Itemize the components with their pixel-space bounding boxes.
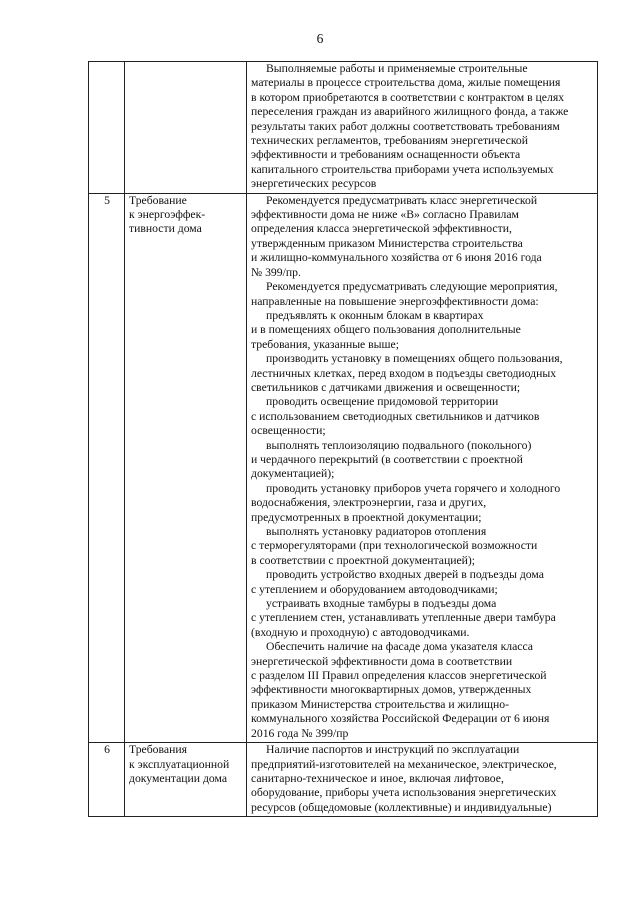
text-line: требования, указанные выше; bbox=[251, 337, 399, 351]
text-line: производить установку в помещениях общего пользования, bbox=[266, 352, 563, 366]
text-line: выполнять установку радиаторов отопления bbox=[266, 525, 487, 538]
text-line: проводить устройство входных дверей в подъезды дома bbox=[266, 568, 544, 582]
text-line: эффективности многоквартирных домов, утвержденных bbox=[251, 683, 532, 697]
text-line: в соответствии с проектной документацией); bbox=[251, 553, 476, 567]
text-line: предприятий-изготовителей на механическое, электрическое, bbox=[251, 757, 557, 771]
row-number-cell bbox=[89, 62, 125, 194]
requirement-name-line: Требование bbox=[129, 193, 187, 207]
requirement-name-line: к эксплуатационной bbox=[129, 757, 230, 771]
table-row bbox=[89, 743, 598, 817]
requirement-text-cell bbox=[247, 62, 598, 194]
text-line: Обеспечить наличие на фасаде дома указателя класса bbox=[266, 640, 533, 654]
text-line: 2016 года № 399/пр bbox=[251, 726, 349, 740]
text-line: с утеплением и оборудованием автодоводчиками; bbox=[251, 582, 498, 596]
text-line: Рекомендуется предусматривать класс энергетической bbox=[266, 193, 538, 207]
row-number-cell: 5 bbox=[89, 193, 125, 742]
text-line: проводить установку приборов учета горячего и холодного bbox=[266, 481, 561, 495]
requirements-table bbox=[88, 61, 598, 817]
text-line: и жилищно-коммунального хозяйства от 6 июня 2016 года bbox=[251, 251, 542, 265]
text-line: Рекомендуется предусматривать следующие мероприятия, bbox=[266, 280, 558, 294]
text-line: переселения граждан из аварийного жилищного фонда, а также bbox=[251, 105, 569, 119]
text-line: предъявлять к оконным блокам в квартирах bbox=[266, 308, 484, 322]
requirement-name-cell bbox=[125, 62, 247, 194]
text-line: материалы в процессе строительства дома, жилые помещения bbox=[251, 76, 561, 90]
text-line: документацией); bbox=[251, 467, 335, 481]
text-line: энергетических ресурсов bbox=[251, 177, 377, 191]
text-line: Выполняемые работы и применяемые строительные bbox=[266, 62, 528, 75]
text-line: санитарно-техническое и иное, включая лифтовое, bbox=[251, 771, 504, 785]
requirement-name-line: к энергоэффек- bbox=[129, 208, 206, 222]
text-line: результаты таких работ должны соответствовать требованиям bbox=[251, 119, 560, 133]
text-line: Наличие паспортов и инструкций по эксплуатации bbox=[266, 743, 520, 757]
text-line: эффективности дома не ниже «В» согласно Правилам bbox=[251, 208, 519, 222]
text-line: и чердачного перекрытий (в соответствии с проектной bbox=[251, 452, 523, 466]
text-line: проводить освещение придомовой территории bbox=[266, 395, 499, 409]
text-line: технических регламентов, требованиям энергетической bbox=[251, 134, 529, 148]
text-line: ресурсов (общедомовые (коллективные) и индивидуальные) bbox=[251, 800, 552, 814]
text-line: энергетической эффективности дома в соответствии bbox=[251, 654, 513, 668]
text-line: эффективности и требованиям оснащенности объекта bbox=[251, 148, 521, 162]
text-line: капитального строительства приборами учета используемых bbox=[251, 162, 554, 176]
text-line: освещенности; bbox=[251, 424, 326, 438]
requirement-text-cell bbox=[247, 743, 598, 817]
text-line: коммунального хозяйства Российской Федерации от 6 июня bbox=[251, 712, 550, 726]
requirement-name-cell bbox=[125, 743, 247, 817]
text-line: и в помещениях общего пользования дополнительные bbox=[251, 323, 521, 337]
requirement-name-line: тивности дома bbox=[129, 222, 202, 236]
text-line: выполнять теплоизоляцию подвального (покольного) bbox=[266, 438, 532, 452]
table-row bbox=[89, 193, 598, 742]
text-line: с терморегуляторами (при технологической возможности bbox=[251, 539, 538, 553]
requirement-name-cell bbox=[125, 193, 247, 742]
text-line: лестничных клетках, перед входом в подъезды светодиодных bbox=[251, 366, 557, 380]
text-line: (входную и проходную) с автодоводчиками. bbox=[251, 625, 470, 639]
text-line: предусмотренных в проектной документации; bbox=[251, 510, 482, 524]
table-row bbox=[89, 62, 598, 194]
row-number-cell: 6 bbox=[89, 743, 125, 817]
text-line: с разделом III Правил определения классов энергетической bbox=[251, 669, 547, 683]
text-line: в котором приобретаются в соответствии с контрактом в целях bbox=[251, 90, 565, 104]
text-line: светильников с датчиками движения и освещенности; bbox=[251, 380, 521, 394]
text-line: оборудование, приборы учета использования энергетических bbox=[251, 786, 557, 800]
text-line: № 399/пр. bbox=[251, 265, 301, 279]
page-number: 6 bbox=[316, 31, 324, 46]
requirement-name-line: Требования bbox=[129, 743, 187, 757]
requirement-name-line: документации дома bbox=[129, 771, 228, 785]
text-line: устраивать входные тамбуры в подъезды дома bbox=[266, 597, 497, 611]
text-line: приказом Министерства строительства и жилищно- bbox=[251, 697, 509, 711]
text-line: направленные на повышение энергоэффективности дома: bbox=[251, 294, 539, 308]
text-line: с утеплением стен, устанавливать утепленные двери тамбура bbox=[251, 611, 556, 625]
requirement-text-cell bbox=[247, 193, 598, 742]
text-line: определения класса энергетической эффективности, bbox=[251, 222, 512, 236]
text-line: с использованием светодиодных светильников и датчиков bbox=[251, 409, 540, 423]
text-line: водоснабжения, электроэнергии, газа и других, bbox=[251, 496, 487, 510]
text-line: утвержденным приказом Министерства строительства bbox=[251, 236, 523, 250]
